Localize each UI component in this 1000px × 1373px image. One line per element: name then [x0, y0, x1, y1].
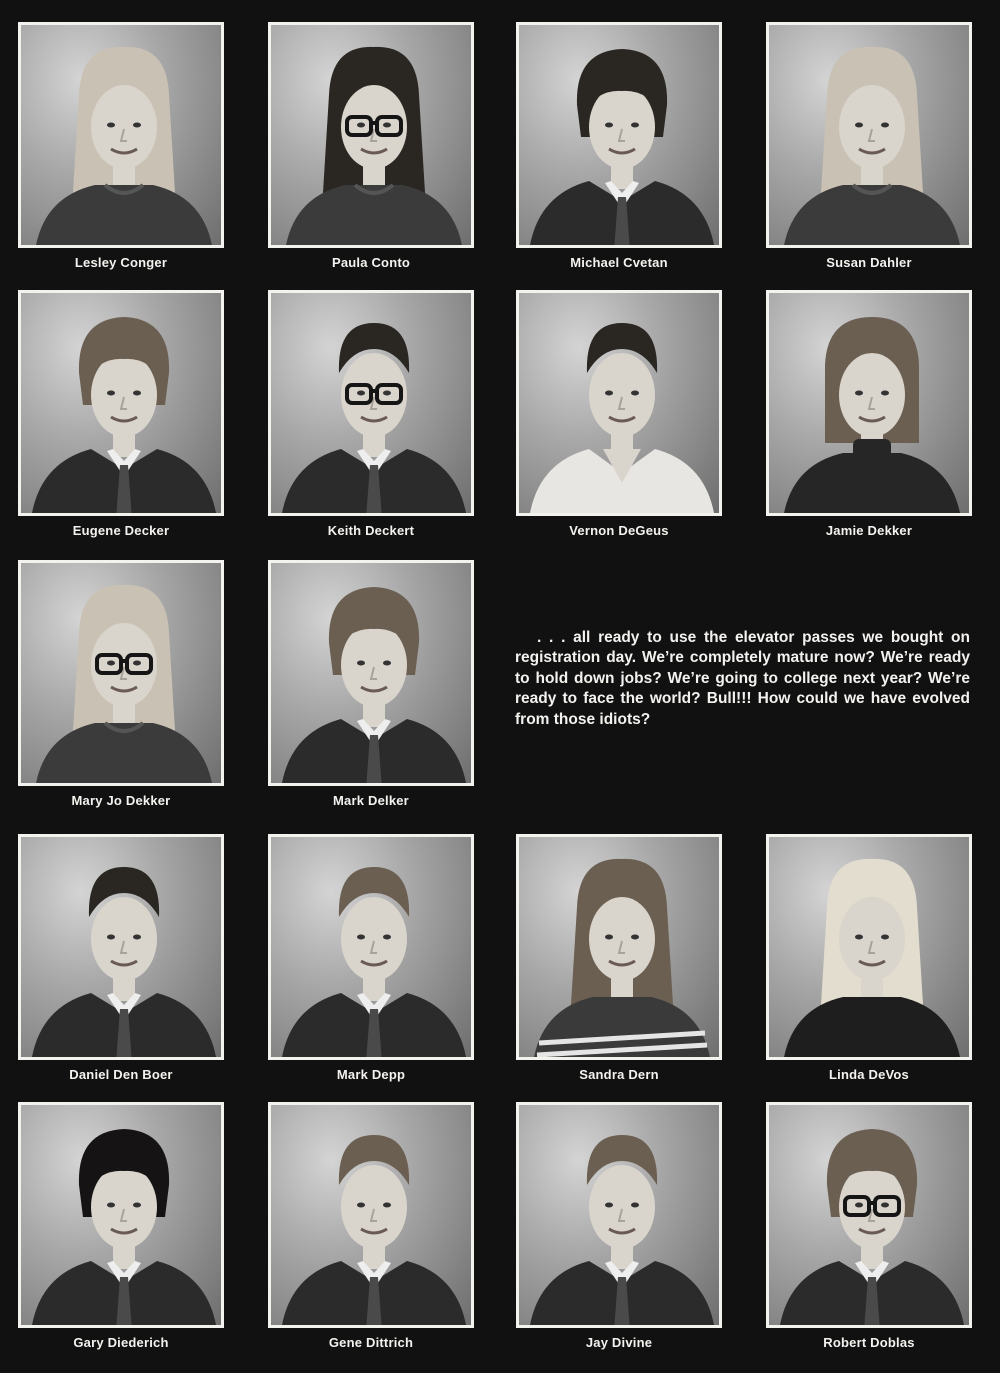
portrait-photo [769, 293, 969, 513]
student-portrait [516, 22, 722, 248]
student-name: Vernon DeGeus [569, 523, 669, 538]
student-name: Mark Delker [333, 793, 409, 808]
portrait-photo [271, 293, 471, 513]
student-portrait [268, 1102, 474, 1328]
student-portrait [516, 834, 722, 1060]
student-portrait [268, 22, 474, 248]
student-name: Gene Dittrich [328, 1335, 414, 1350]
student-portrait [268, 560, 474, 786]
student-name: Paula Conto [331, 255, 411, 270]
student-name: Daniel Den Boer [69, 1067, 173, 1082]
portrait-photo [519, 25, 719, 245]
student-name: Jay Divine [585, 1335, 653, 1350]
student-portrait [766, 834, 972, 1060]
student-portrait [766, 1102, 972, 1328]
portrait-photo [21, 1105, 221, 1325]
student-portrait [516, 290, 722, 516]
portrait-photo [519, 837, 719, 1057]
portrait-photo [769, 1105, 969, 1325]
student-portrait [268, 834, 474, 1060]
student-name: Linda DeVos [829, 1067, 909, 1082]
student-name: Mark Depp [336, 1067, 406, 1082]
student-name: Gary Diederich [73, 1335, 169, 1350]
student-portrait [268, 290, 474, 516]
student-name: Susan Dahler [826, 255, 912, 270]
student-portrait [18, 560, 224, 786]
portrait-photo [519, 293, 719, 513]
student-name: Mary Jo Dekker [71, 793, 171, 808]
student-portrait [18, 22, 224, 248]
blurb-text: . . . all ready to use the elevator passes we bought on registration day. We’re completely mature now? We’re ready to hold down jobs? We’re going to college next year? We’re ready to face the world? Bull!!! How could we have evolved from those idiots? [515, 628, 970, 728]
student-name: Robert Doblas [823, 1335, 915, 1350]
portrait-photo [271, 837, 471, 1057]
portrait-photo [271, 563, 471, 783]
student-name: Eugene Decker [72, 523, 170, 538]
student-name: Lesley Conger [74, 255, 168, 270]
portrait-photo [271, 25, 471, 245]
yearbook-blurb [515, 628, 970, 731]
portrait-photo [21, 25, 221, 245]
portrait-photo [21, 837, 221, 1057]
portrait-photo [519, 1105, 719, 1325]
student-name: Keith Deckert [327, 523, 415, 538]
portrait-photo [271, 1105, 471, 1325]
portrait-photo [21, 563, 221, 783]
student-portrait [18, 834, 224, 1060]
student-name: Michael Cvetan [570, 255, 668, 270]
student-portrait [766, 290, 972, 516]
portrait-photo [769, 837, 969, 1057]
student-portrait [516, 1102, 722, 1328]
student-portrait [766, 22, 972, 248]
portrait-photo [769, 25, 969, 245]
portrait-photo [21, 293, 221, 513]
student-name: Sandra Dern [579, 1067, 659, 1082]
student-name: Jamie Dekker [825, 523, 913, 538]
student-portrait [18, 1102, 224, 1328]
student-portrait [18, 290, 224, 516]
